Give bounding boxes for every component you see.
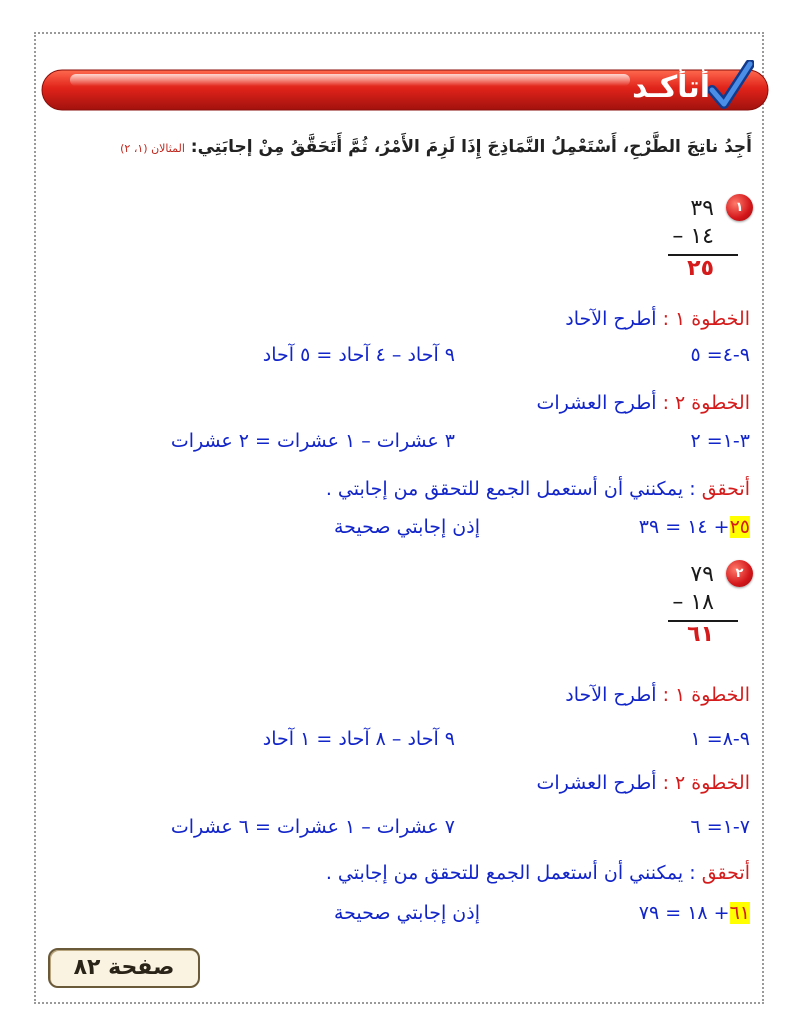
step-label: الخطوة ١ : [662,684,750,706]
instruction-main: أَجِدُ ناتِجَ الطَّرْحِ، أَسْتَعْمِلُ النَّمَاذِجَ إِذَا لَزِمَ الأَمْرُ، ثُمَّ أَتَحَقَّقُ مِنْ إجابَتِي: [190,137,752,157]
step2-calculation: ٧-١= ٦ [690,816,750,838]
subtraction-problem [652,196,738,292]
check-conclusion: إذن إجابتي صحيحة [333,516,480,538]
step-text: أطرح العشرات [536,392,657,414]
step2-heading [537,772,750,794]
check-equation-rest: + ١٨ = ٧٩ [638,902,730,924]
step2-words: ٧ عشرات – ١ عشرات = ٦ عشرات [170,816,455,838]
step1-words: ٩ آحاد – ٤ آحاد = ٥ آحاد [262,344,455,366]
check-text: : يمكنني أن أستعمل الجمع للتحقق من إجابتي . [325,862,696,884]
check-statement [326,862,750,884]
exercise-number-badge: ١ [726,194,753,221]
check-statement [326,478,750,500]
section-title: أتأكـد [632,70,710,105]
subtrahend: ١٨ – [672,590,714,615]
step2-words: ٣ عشرات – ١ عشرات = ٢ عشرات [170,430,455,452]
exercise-number-badge: ٢ [726,560,753,587]
step1-heading [565,308,750,330]
step-label: الخطوة ١ : [662,308,750,330]
check-text: : يمكنني أن أستعمل الجمع للتحقق من إجابتي . [325,478,696,500]
check-equation [639,516,750,538]
check-conclusion: إذن إجابتي صحيحة [333,902,480,924]
subtrahend: ١٤ – [672,224,714,249]
check-equation [639,902,750,924]
difference: ٦١ [687,622,714,647]
step2-heading [537,392,750,414]
step-text: أطرح العشرات [536,772,657,794]
minuend: ٧٩ [690,562,714,587]
step1-calculation: ٩-٤= ٥ [690,344,750,366]
step1-heading [565,684,750,706]
step-label: الخطوة ٢ : [662,772,750,794]
subtraction-problem [652,562,738,658]
step1-calculation: ٩-٨= ١ [690,728,750,750]
check-label: أتحقق [701,862,750,884]
checkmark-icon [708,60,754,114]
highlighted-result: ٢٥ [729,516,750,538]
page-number-badge: صفحة ٨٢ [48,948,200,988]
examples-reference: المثالان (١، ٢) [120,142,185,155]
step2-calculation: ٣-١= ٢ [690,430,750,452]
step-text: أطرح الآحاد [565,684,657,706]
check-label: أتحقق [701,478,750,500]
step-label: الخطوة ٢ : [662,392,750,414]
highlighted-result: ٦١ [729,902,750,924]
difference: ٢٥ [687,256,714,281]
step1-words: ٩ آحاد – ٨ آحاد = ١ آحاد [262,728,455,750]
minuend: ٣٩ [690,196,714,221]
check-equation-rest: + ١٤ = ٣٩ [638,516,730,538]
step-text: أطرح الآحاد [565,308,657,330]
instruction-text [120,137,752,157]
